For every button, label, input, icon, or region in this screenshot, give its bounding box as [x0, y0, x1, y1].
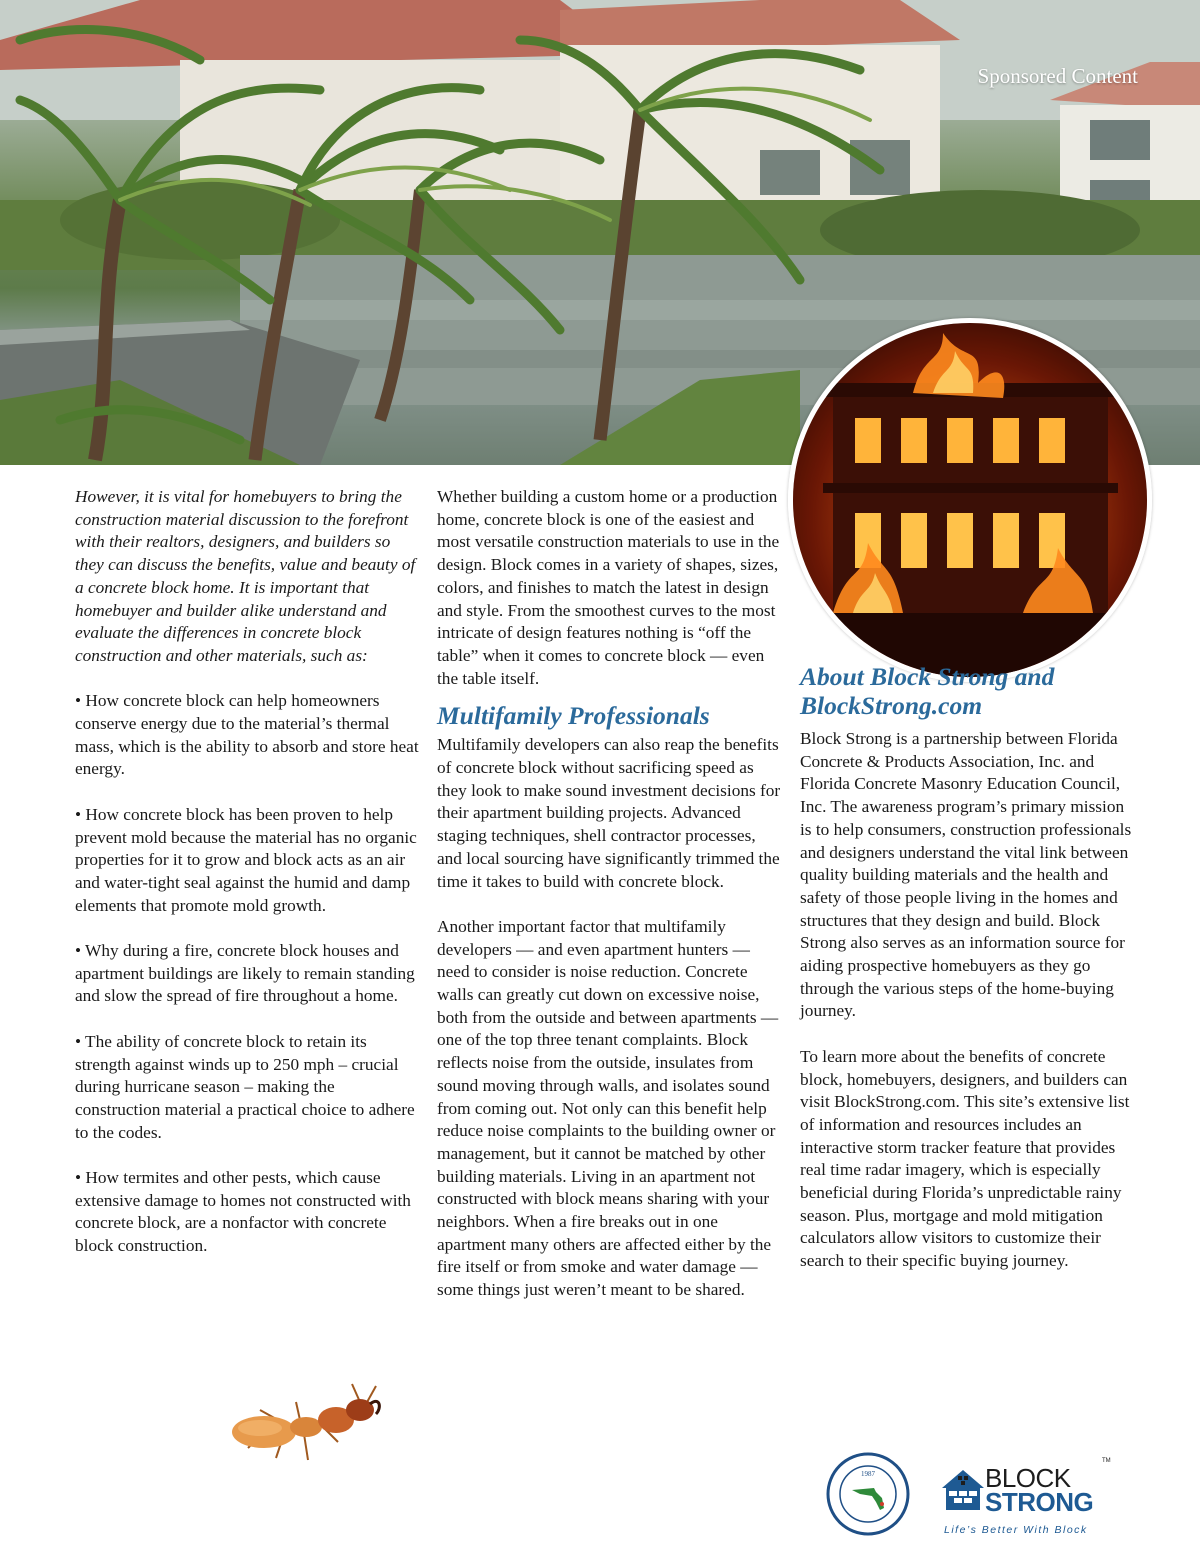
- logo-tagline: Life’s Better With Block: [944, 1524, 1088, 1536]
- wordmark-strong: STRONG: [985, 1487, 1094, 1517]
- block-strong-logo: [940, 1458, 1112, 1536]
- custom-home-paragraph: Whether building a custom home or a production home, concrete block is one of the easiest and most versatile construction materials to use in the design. Block comes in a variety of shapes, sizes, colors, and finishes to match the latest in design and style. From the smoothest curves to the most intricate of design features nothing is “off the table” when it comes to concrete block — even the table itself.: [437, 487, 780, 688]
- column-right: [800, 662, 1135, 1273]
- multifamily-heading: Multifamily Professionals: [437, 701, 710, 731]
- bullet-mold: • How concrete block has been proven to help prevent mold because the material has no organic properties for it to grow and block acts as an air and water-tight seal against the humid and damp elements that promote mold growth.: [75, 804, 417, 915]
- seal-year: 1987: [861, 1470, 875, 1478]
- multifamily-paragraph: Multifamily developers can also reap the benefits of concrete block without sacrificing speed as they look to make sound investment decisions for their apartment building projects. Advanced staging techniques, shell contractor processes, and local sourcing have significantly trimmed the time it takes to build with concrete block.: [437, 735, 781, 891]
- about-block-strong-heading: About Block Strong and BlockStrong.com: [800, 662, 1055, 720]
- house-block-icon: [940, 1468, 986, 1512]
- masonry-association-seal: [826, 1452, 910, 1536]
- fire-illustration: [793, 323, 1147, 677]
- wordmark-block: BLOCK: [985, 1463, 1071, 1493]
- burning-building-photo: [788, 318, 1152, 682]
- block-strong-wordmark: [985, 1463, 1094, 1517]
- learn-more-paragraph: To learn more about the benefits of concrete block, homebuyers, designers, and builders can visit BlockStrong.com. This site’s extensive list of information and resources includes an interactive storm tracker feature that provides real time radar imagery, which is especially beneficial during Florida’s unpredictable rainy season. Plus, mortgage and mold mitigation calculators allow visitors to customize their search to their specific buying journey.: [800, 1046, 1130, 1271]
- termite-image: [226, 1382, 386, 1462]
- about-paragraph: Block Strong is a partnership between Florida Concrete & Products Association, Inc. and Florida Concrete Masonry Education Council, Inc. The awareness program’s primary mission is to help consumers, construction professionals and designers understand the vital link between quality building materials and the health and safety of those people living in the homes and structures that they design and build. Block Strong also serves as an information source for aiding prospective homebuyers as they go through the various steps of the home-buying journey.: [800, 729, 1132, 1021]
- bullet-fire: • Why during a fire, concrete block houses and apartment buildings are likely to remain standing and slow the spread of fire throughout a home.: [75, 941, 415, 1006]
- bullet-wind: • The ability of concrete block to retain its strength against winds up to 250 mph – crucial during hurricane season – making the construction material a practical choice to adhere to the codes.: [75, 1031, 415, 1142]
- bullet-energy: • How concrete block can help homeowners conserve energy due to the material’s thermal mass, which is the ability to absorb and store heat energy.: [75, 691, 419, 779]
- column-left: [75, 486, 420, 1258]
- sponsored-content-label: Sponsored Content: [977, 64, 1138, 88]
- bullet-termites: • How termites and other pests, which cause extensive damage to homes not constructed with concrete block, are a nonfactor with concrete block construction.: [75, 1168, 411, 1256]
- trademark-mark: TM: [1102, 1458, 1111, 1464]
- column-middle: [437, 486, 782, 1302]
- intro-paragraph: However, it is vital for homebuyers to bring the construction material discussion to the forefront with their realtors, designers, and builders so they can discuss the benefits, value and beauty of a concrete block home. It is important that homebuyer and builder alike understand and evaluate the differences in concrete block construction and other materials, such as:: [75, 487, 416, 665]
- noise-reduction-paragraph: Another important factor that multifamily developers — and even apartment hunters — need to consider is noise reduction. Concrete walls can greatly cut down on excessive noise, both from the outside and between apartments — one of the top three tenant complaints. Block reflects noise from the outside, insulates from sound moving through walls, and isolates sound from coming out. Not only can this benefit help reduce noise complaints to the building owner or management, but it cannot be matched by other building materials. Living in an apartment not constructed with block means sharing with your neighbors. When a fire breaks out in one apartment many others are affected either by the fire itself or from smoke and water damage — some things just weren’t meant to be shared.: [437, 916, 779, 1300]
